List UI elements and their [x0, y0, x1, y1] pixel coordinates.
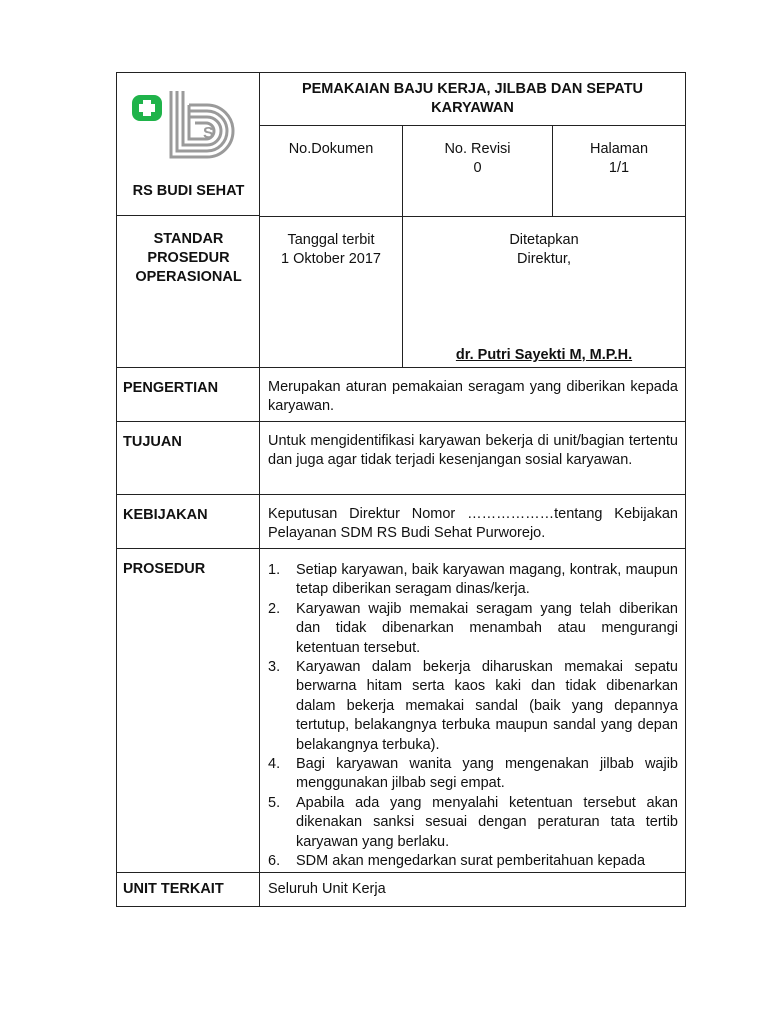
section-label: TUJUAN [117, 422, 260, 494]
page-cell [553, 126, 685, 216]
revision-cell [403, 126, 553, 216]
section-text: Keputusan Direktur Nomor ………………tentang Kebijakan Pelayanan SDM RS Budi Sehat Purworejo. [268, 506, 678, 542]
list-item [268, 794, 678, 852]
svg-text:S: S [203, 125, 214, 142]
procedure-list [268, 561, 678, 872]
approval-cell [403, 217, 685, 367]
list-item-text: Karyawan wajib memakai seragam yang telah diberikan dan tidak dibenarkan menambah atau mengurangi ketentuan tersebut. [296, 600, 678, 656]
hospital-logo-icon [127, 85, 257, 185]
sop-label: STANDAR PROSEDUR OPERASIONAL [135, 231, 242, 285]
page-value: 1/1 [608, 160, 630, 176]
list-item [268, 658, 678, 755]
revision-value: 0 [473, 160, 482, 176]
revision-label: No. Revisi [444, 141, 511, 157]
section-text: Seluruh Unit Kerja [268, 881, 386, 897]
list-item-text: Setiap karyawan, baik karyawan magang, kontrak, maupun tetap diberikan seragam dinas/kerja. [296, 562, 678, 598]
list-item-text: Karyawan dalam bekerja diharuskan memakai sepatu berwarna hitam serta kaos kaki dan tidak dibenarkan dalam bekerja memakai sandal (baik yang depannya tertutup, belakangnya terbuka maupun sandal yang depan belakangnya terbuka). [296, 659, 678, 753]
list-item [268, 600, 678, 658]
list-item-number: 4. [268, 756, 281, 773]
list-item-text: Apabila ada yang menyalahi ketentuan tersebut akan dikenakan sanksi sesuai dengan peraturan tata tertib karyawan yang berlaku. [296, 794, 678, 850]
section-pengertian [117, 368, 685, 422]
issue-label: Tanggal terbit [287, 232, 375, 248]
document-header [117, 73, 685, 368]
logo-cell [117, 73, 260, 216]
document-title: PEMAKAIAN BAJU KERJA, JILBAB DAN SEPATU KARYAWAN [260, 73, 685, 126]
section-label: PROSEDUR [117, 549, 260, 872]
sop-document [116, 72, 686, 907]
document-meta [260, 126, 685, 217]
list-item-number: 6. [268, 853, 281, 870]
section-unit-terkait [117, 873, 685, 906]
page-label: Halaman [589, 141, 649, 157]
issue-date: 1 Oktober 2017 [281, 251, 381, 267]
hospital-name: RS BUDI SEHAT [132, 183, 245, 199]
section-text: Untuk mengidentifikasi karyawan bekerja di unit/bagian tertentu dan juga agar tidak terjadi kesenjangan sosial karyawan. [268, 433, 678, 469]
list-item-number: 5. [268, 794, 281, 811]
approval-row [260, 217, 685, 367]
section-prosedur [117, 549, 685, 873]
approved-label: Ditetapkan [509, 232, 579, 248]
list-item [268, 755, 678, 794]
section-text: Merupakan aturan pemakaian seragam yang diberikan kepada karyawan. [268, 379, 678, 415]
list-item [268, 561, 678, 600]
section-kebijakan [117, 495, 685, 549]
issue-cell [260, 217, 403, 367]
list-item-number: 3. [268, 659, 281, 676]
procedure-list-wrapper [260, 549, 685, 872]
list-item [268, 852, 678, 871]
list-item-text: Bagi karyawan wanita yang mengenakan jilbab wajib menggunakan jilbab segi empat. [296, 756, 678, 792]
approver-name: dr. Putri Sayekti M, M.P.H. [455, 347, 633, 363]
section-label: KEBIJAKAN [117, 495, 260, 548]
section-label: UNIT TERKAIT [117, 873, 260, 906]
list-item-number: 2. [268, 600, 281, 617]
approver-role: Direktur, [517, 251, 571, 267]
section-label: PENGERTIAN [117, 368, 260, 421]
list-item-text: SDM akan mengedarkan surat pemberitahuan kepada [296, 853, 646, 870]
section-tujuan [117, 422, 685, 495]
doc-number-label: No.Dokumen [260, 126, 403, 216]
list-item-number: 1. [268, 562, 281, 578]
